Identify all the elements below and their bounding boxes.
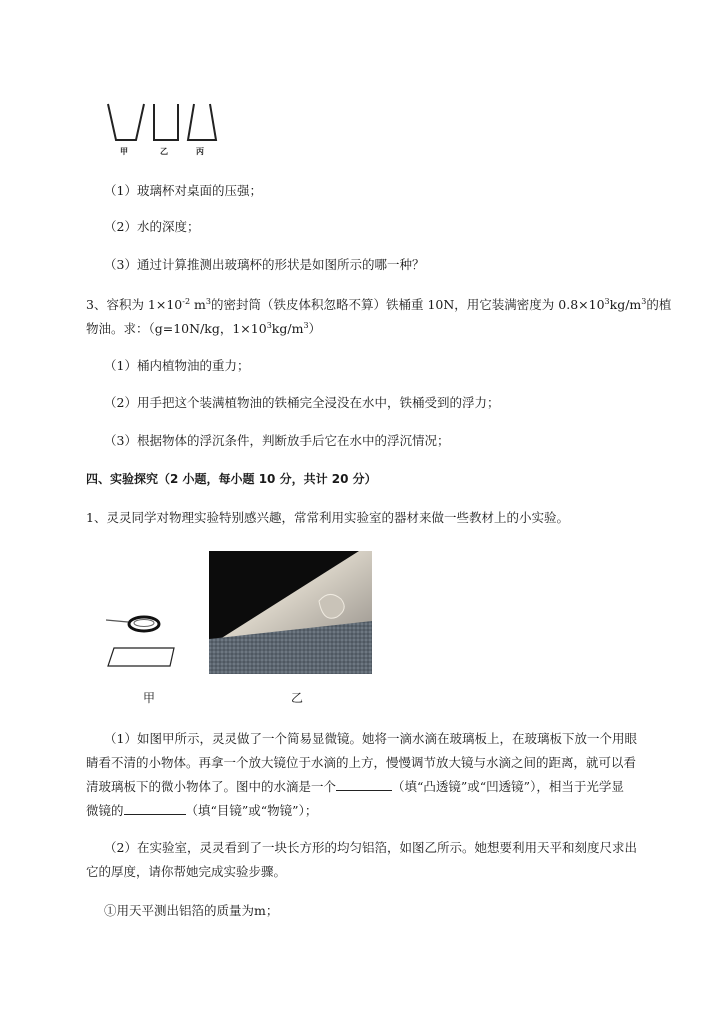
q3-part-3: （3）根据物体的浮沉条件，判断放手后它在水中的浮沉情况； bbox=[104, 433, 450, 448]
exp1-p2-line1: （2）在实验室，灵灵看到了一块长方形的均匀铝箔，如图乙所示。她想要利用天平和刻度尺求出 bbox=[104, 840, 637, 855]
exp1-p1-line2: 睛看不清的小物体。再拿一个放大镜位于水滴的上方，慢慢调节放大镜与水滴之间的距离，就可以看 bbox=[86, 755, 637, 770]
exp1-p1-line3: 清玻璃板下的微小物体了。图中的水滴是一个 （填“凸透镜”或“凹透镜”），相当于光学显 bbox=[86, 779, 624, 794]
cup-label-bing: 丙 bbox=[196, 147, 204, 156]
cup-bing bbox=[188, 104, 216, 140]
exp1-p2-line2: 它的厚度，请你帮她完成实验步骤。 bbox=[86, 864, 287, 879]
exp1-intro: 1、灵灵同学对物理实验特别感兴趣，常常利用实验室的器材来做一些教材上的小实验。 bbox=[86, 510, 569, 525]
exp1-step1: ①用天平测出铝箔的质量为m； bbox=[104, 903, 279, 918]
cup-label-yi: 乙 bbox=[160, 147, 168, 156]
cup-jia bbox=[108, 104, 144, 140]
q2-part-3: （3）通过计算推测出玻璃杯的形状是如图所示的哪一种？ bbox=[104, 257, 425, 272]
glass-plate bbox=[108, 648, 174, 666]
cup-label-jia: 甲 bbox=[120, 147, 128, 156]
blank-eyepiece-objective[interactable] bbox=[124, 802, 186, 815]
q3-part-1: （1）桶内植物油的重力； bbox=[104, 358, 250, 373]
q2-part-1: （1）玻璃杯对桌面的压强； bbox=[104, 183, 262, 198]
exp1-p1-line4: 微镜的 （填“目镜”或“物镜”）； bbox=[86, 803, 318, 818]
q3-part-2: （2）用手把这个装满植物油的铁桶完全浸没在水中，铁桶受到的浮力； bbox=[104, 395, 500, 410]
q3-stem-line1: 3、容积为 $1\times 10^{-2}$ $m^3$的密封筒（铁皮体积忽略不算）铁桶重 10N，用它装满密度为 $0.8\times 10^3kg/m^3$的植 bbox=[86, 297, 672, 312]
section-heading: 四、实验探究（2 小题，每小题 10 分，共计 20 分） bbox=[86, 472, 377, 486]
cup-yi bbox=[154, 104, 178, 140]
q2-part-2: （2）水的深度； bbox=[104, 219, 200, 234]
figure-yi-aluminum-foil bbox=[209, 551, 372, 674]
fig-label-yi: 乙 bbox=[291, 691, 304, 705]
blank-lens-type[interactable] bbox=[336, 778, 392, 791]
q3-stem-line2: 物油。求：（g=10N/kg，$1\times 10^3kg/m^3$） bbox=[86, 321, 322, 336]
exp1-p1-line1: （1）如图甲所示，灵灵做了一个简易显微镜。她将一滴水滴在玻璃板上，在玻璃板下放一个用眼 bbox=[104, 731, 637, 746]
magnifier-handle bbox=[106, 620, 128, 622]
fig-label-jia: 甲 bbox=[143, 691, 156, 705]
figure-jia-microscope bbox=[104, 610, 180, 672]
